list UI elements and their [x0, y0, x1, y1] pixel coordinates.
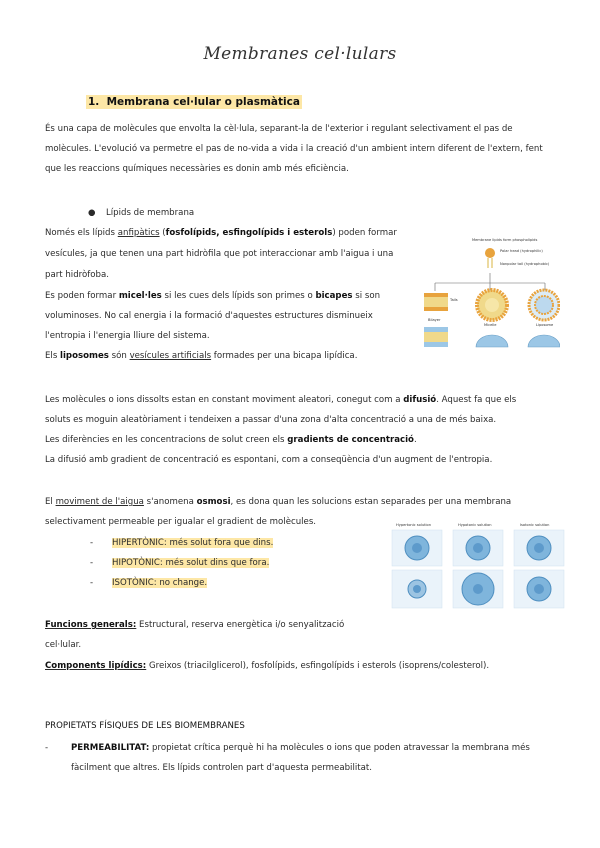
lipids-line-2: vesícules, ja que tenen una part hidròfila que pot interaccionar amb l'aigua i una [45, 249, 394, 259]
list-item-hypotonic [90, 553, 269, 573]
heading-text: Membrana cel·lular o plasmàtica [106, 96, 300, 108]
diffusion-line-3: Les diferències en les concentracions de solut creen els gradients de concentració. [45, 435, 417, 445]
dash-marker: - [90, 538, 94, 548]
intro-line-2: molècules. L'evolució va permetre el pas de no-vida a vida i la creació d'un ambient intern diferent de l'extern, fent [45, 144, 543, 154]
functions-line-2: cel·lular. [45, 640, 82, 650]
label-nonpolar-tail: Nonpolar tail (hydrophobic) [500, 262, 550, 266]
bullet-label: Lípids de membrana [106, 208, 195, 218]
diffusion-line-1: Les molècules o ions dissolts estan en constant moviment aleatori, conegut com a difusió. Aquest fa que els [45, 395, 517, 405]
intro-line-3: que les reaccions químiques necessàries es donin amb més eficiència. [45, 164, 349, 174]
label-hypertonic: Hypertonic solution [396, 523, 432, 527]
osmosis-panel [392, 570, 442, 608]
properties-line-2: fàcilment que altres. Els lípids controlen part d'aquesta permeabilitat. [71, 763, 372, 773]
osmosis-line-2: selectivament permeable per igualar el gradient de molècules. [45, 517, 317, 527]
heading-number: 1. [88, 96, 100, 108]
term-anfipatics: anfipàtics [117, 228, 160, 238]
item-text: HIPOTÒNIC: més solut dins que fora. [112, 558, 270, 568]
list-item-hypertonic [90, 533, 273, 553]
osmosis-panel [453, 530, 503, 566]
lipids-line-3: part hidròfoba. [45, 270, 109, 280]
dash-marker: - [90, 578, 94, 588]
diffusion-line-4: La difusió amb gradient de concentració es espontani, com a conseqüència d'un augment de l'entropia. [45, 455, 493, 465]
components-label: Components lipídics: [45, 661, 147, 671]
section-heading [86, 96, 302, 108]
dash-marker: - [45, 743, 49, 753]
osmosis-panel [453, 570, 503, 608]
caption-micelle: Micelle [484, 323, 497, 327]
lipids-line-1: Només els lípids anfipàtics (fosfolípids, esfingolípids i esterols) poden formar [45, 228, 397, 238]
term-vesicules: vesícules artificials [129, 351, 212, 361]
osmosis-figure [388, 520, 568, 610]
intro-line-1: És una capa de molècules que envolta la cèl·lula, separant-la de l'exterior i regulant selectivament el pas de [45, 124, 513, 134]
label-hypotonic: Hypotonic solution [458, 523, 492, 527]
bullet-dot: ● [88, 208, 96, 218]
page-title: Membranes cel·lulars [203, 44, 397, 64]
dash-marker: - [90, 558, 94, 568]
osmosis-panel [392, 530, 442, 566]
diffusion-line-2: soluts es moguin aleatòriament i tendeixen a passar d'una zona d'alta concentració a una de més baixa. [45, 415, 497, 425]
functions-line-1: Funcions generals: Estructural, reserva energètica i/o senyalització [45, 620, 345, 630]
lipid-structures-figure [420, 235, 560, 360]
figure-header: Membrane lipids form phospholipids [472, 238, 538, 242]
item-text: HIPERTÒNIC: més solut fora que dins. [112, 538, 274, 548]
lipids-line-4: Es poden formar micel·les si les cues dels lípids son primes o bicapes si son [45, 291, 381, 301]
phospholipid-head [485, 248, 495, 258]
osmosis-line-1: El moviment de l'aigua s'anomena osmosi, es dona quan les solucions estan separades per una membrana [45, 497, 512, 507]
caption-bilayer: Bilayer [428, 318, 441, 322]
list-item-isotonic [90, 573, 207, 593]
properties-heading: PROPIETATS FÍSIQUES DE LES BIOMEMBRANES [45, 721, 245, 731]
item-text: ISOTÒNIC: no change. [112, 578, 208, 588]
properties-line-1: - PERMEABILITAT: propietat crítica perquè hi ha molècules o ions que poden atravessar la membrana més [45, 738, 553, 758]
functions-label: Funcions generals: [45, 620, 137, 630]
label-isotonic: Isotonic solution [520, 523, 550, 527]
label-tails: Tails [450, 298, 458, 302]
term-moviment-aigua: moviment de l'aigua [55, 497, 144, 507]
lipids-line-6: l'entropia i l'energia lliure del sistema. [45, 331, 210, 341]
osmosis-panel [514, 570, 564, 608]
caption-liposome: Liposome [536, 323, 554, 327]
osmosis-panel [514, 530, 564, 566]
lipids-line-5: voluminoses. No cal energia i la formació d'aquestes estructures disminueix [45, 311, 373, 321]
lipids-line-7: Els liposomes són vesícules artificials formades per una bicapa lipídica. [45, 351, 358, 361]
label-polar-head: Polar head (hydrophilic) [500, 249, 543, 253]
components-line: Components lipídics: Greixos (triacilglicerol), fosfolípids, esfingolípids i esterols (isoprens/colesterol). [45, 661, 490, 671]
bullet-lipids [88, 203, 194, 223]
heading-highlight [86, 95, 302, 109]
